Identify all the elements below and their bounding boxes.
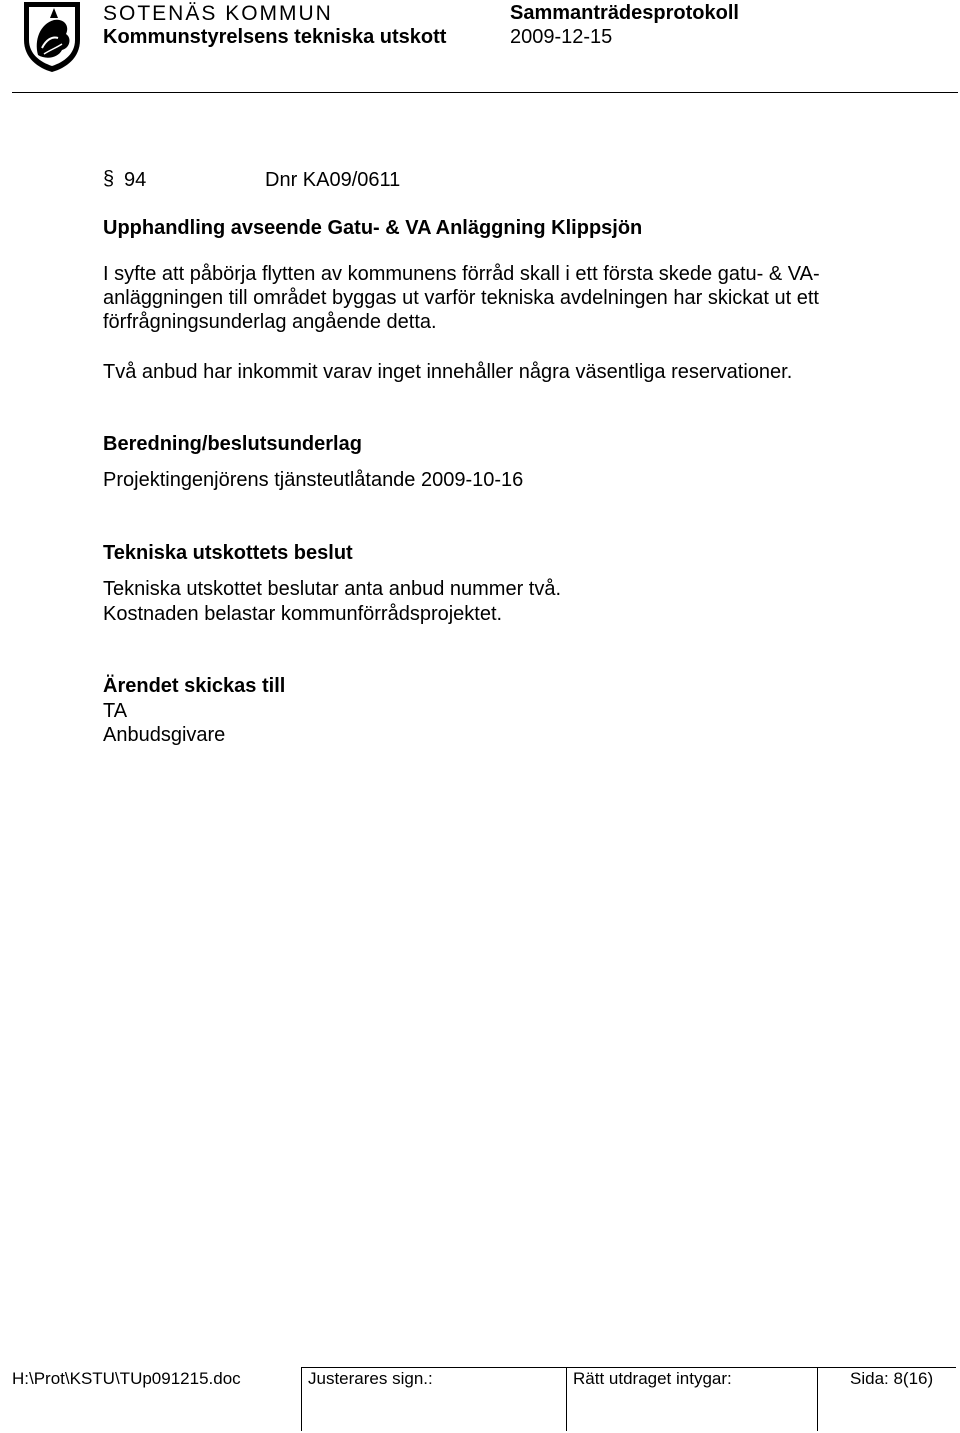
document-type: Sammanträdesprotokoll: [510, 2, 739, 24]
case-description-line: förfrågningsunderlag angående detta.: [103, 311, 437, 333]
meeting-date: 2009-12-15: [510, 26, 613, 48]
coat-of-arms-logo-icon: [20, 0, 84, 74]
footer-column-separator: [301, 1367, 302, 1431]
header-divider: [12, 92, 958, 93]
distribution-recipient: Anbudsgivare: [103, 724, 226, 746]
bids-statement: Två anbud har inkommit varav inget innehåller några väsentliga reservationer.: [103, 361, 793, 383]
distribution-recipient: TA: [103, 700, 128, 722]
decision-line: Kostnaden belastar kommunförrådsprojektet.: [103, 603, 503, 625]
case-title: Upphandling avseende Gatu- & VA Anläggning Klippsjön: [103, 217, 643, 239]
preparation-text: Projektingenjörens tjänsteutlåtande 2009-10-16: [103, 469, 524, 491]
paragraph-number: 94: [124, 169, 147, 191]
footer-divider: [301, 1367, 956, 1368]
decision-heading: Tekniska utskottets beslut: [103, 542, 353, 564]
case-description-line: anläggningen till området byggas ut varför tekniska avdelningen har skickat ut ett: [103, 287, 819, 309]
preparation-heading: Beredning/beslutsunderlag: [103, 433, 362, 455]
committee-name: Kommunstyrelsens tekniska utskott: [103, 26, 447, 48]
section-symbol: §: [103, 168, 115, 190]
footer-page-number: Sida: 8(16): [850, 1369, 934, 1388]
footer-column-separator: [817, 1367, 818, 1431]
diary-number: Dnr KA09/0611: [265, 169, 401, 191]
decision-line: Tekniska utskottet beslutar anta anbud nummer två.: [103, 578, 562, 600]
footer-column-separator: [566, 1367, 567, 1431]
footer-file-path: H:\Prot\KSTU\TUp091215.doc: [12, 1369, 241, 1388]
footer-justerares-sign: Justerares sign.:: [308, 1369, 433, 1388]
case-description-line: I syfte att påbörja flytten av kommunens förråd skall i ett första skede gatu- & VA-: [103, 263, 820, 285]
case-description: [103, 262, 883, 334]
distribution-heading: Ärendet skickas till: [103, 675, 286, 697]
organization-name: SOTENÄS KOMMUN: [103, 2, 333, 25]
footer-ratt-utdraget: Rätt utdraget intygar:: [573, 1369, 732, 1388]
